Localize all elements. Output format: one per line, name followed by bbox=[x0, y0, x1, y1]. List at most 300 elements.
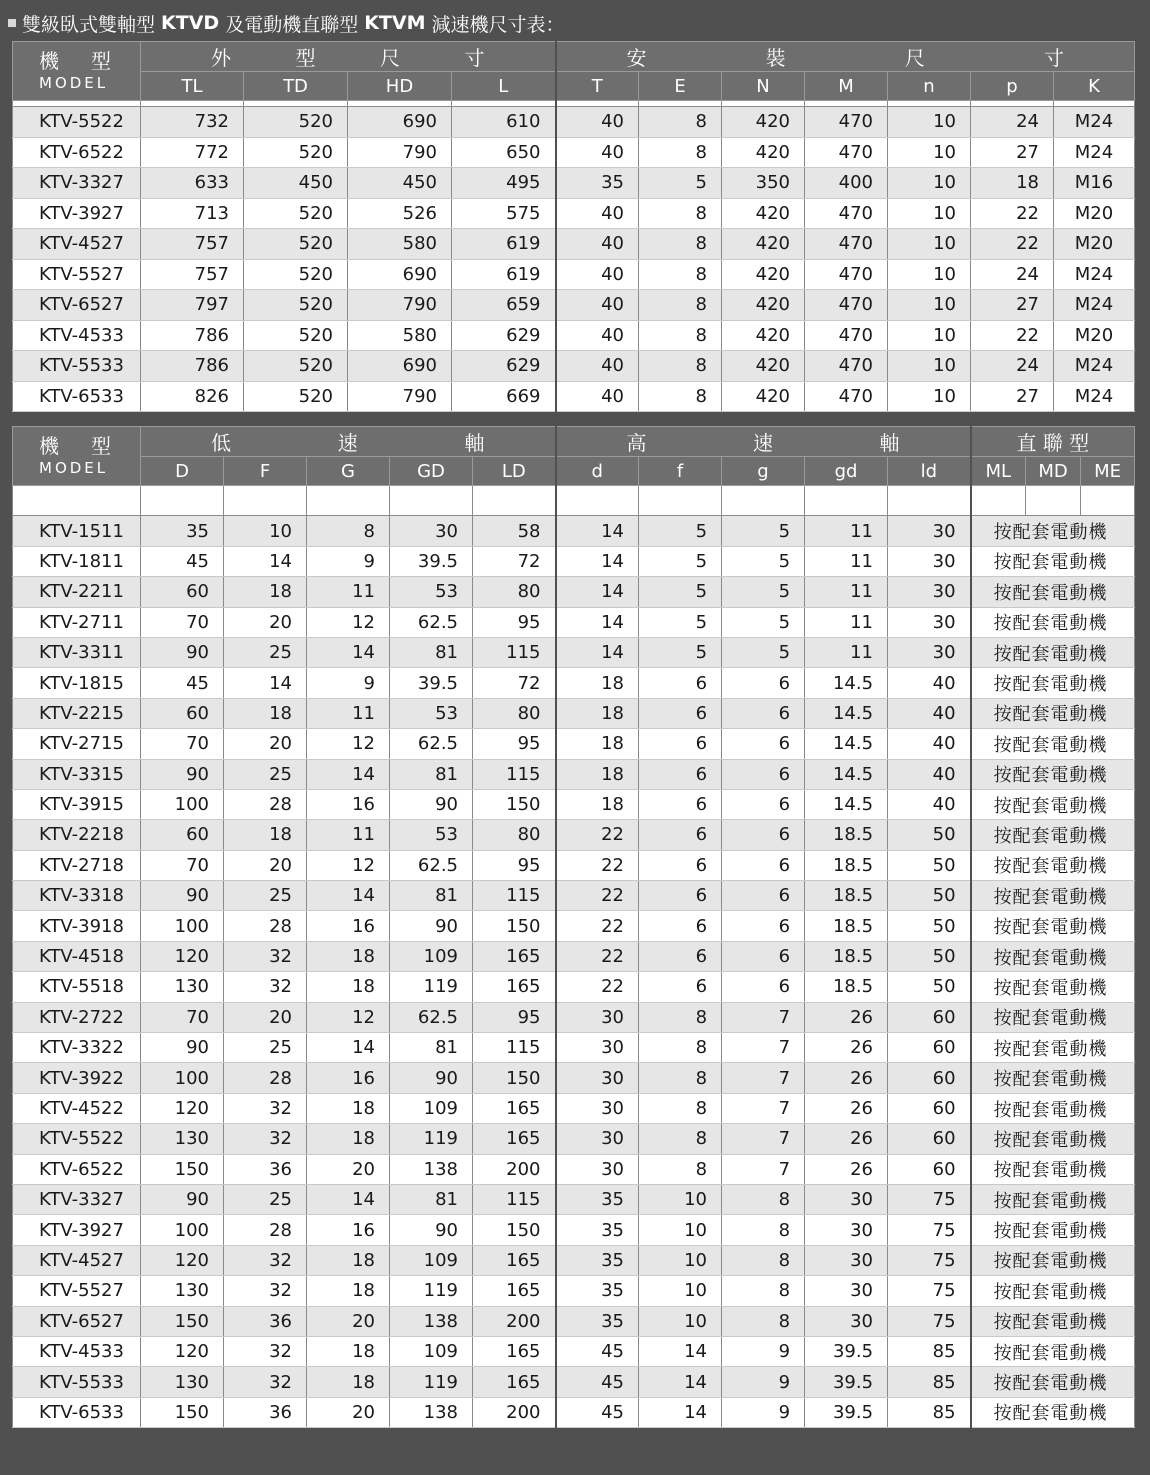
table-row bbox=[13, 1063, 1135, 1093]
value-cell: 14 bbox=[639, 1367, 722, 1397]
value-cell: 14 bbox=[307, 1033, 390, 1063]
model-cell: KTV-3311 bbox=[13, 637, 141, 667]
spacer-cell bbox=[971, 486, 1026, 516]
value-cell: 75 bbox=[888, 1245, 971, 1275]
value-cell: 495 bbox=[452, 168, 556, 199]
value-cell: 10 bbox=[888, 351, 971, 382]
value-cell: 53 bbox=[390, 698, 473, 728]
value-cell: 6 bbox=[722, 972, 805, 1002]
table-row bbox=[13, 1306, 1135, 1336]
value-cell: 40 bbox=[888, 789, 971, 819]
motor-note-cell: 按配套電動機 bbox=[971, 1063, 1135, 1093]
table-row bbox=[13, 1124, 1135, 1154]
value-cell: M20 bbox=[1054, 229, 1135, 260]
value-cell: 9 bbox=[722, 1397, 805, 1427]
table-row bbox=[13, 1276, 1135, 1306]
value-cell: 53 bbox=[390, 577, 473, 607]
value-cell: 826 bbox=[141, 381, 244, 412]
table-row bbox=[13, 941, 1135, 971]
value-cell: 8 bbox=[307, 516, 390, 546]
value-cell: 8 bbox=[639, 1002, 722, 1032]
value-cell: 115 bbox=[473, 1033, 556, 1063]
value-cell: 6 bbox=[639, 698, 722, 728]
model-header: 機 型 MODEL bbox=[13, 42, 141, 101]
value-cell: 20 bbox=[307, 1154, 390, 1184]
motor-note-cell: 按配套電動機 bbox=[971, 1154, 1135, 1184]
value-cell: 165 bbox=[473, 1336, 556, 1366]
value-cell: 130 bbox=[141, 1276, 224, 1306]
value-cell: 60 bbox=[888, 1093, 971, 1123]
value-cell: 18.5 bbox=[805, 941, 888, 971]
value-cell: 32 bbox=[224, 1367, 307, 1397]
value-cell: 14.5 bbox=[805, 789, 888, 819]
value-cell: 28 bbox=[224, 911, 307, 941]
value-cell: 200 bbox=[473, 1306, 556, 1336]
value-cell: 18 bbox=[556, 729, 639, 759]
value-cell: 420 bbox=[722, 351, 805, 382]
value-cell: 10 bbox=[888, 168, 971, 199]
model-cell: KTV-6533 bbox=[13, 381, 141, 412]
value-cell: 22 bbox=[556, 850, 639, 880]
value-cell: 100 bbox=[141, 789, 224, 819]
spacer-cell bbox=[13, 486, 141, 516]
table-row bbox=[13, 607, 1135, 637]
value-cell: 8 bbox=[639, 259, 722, 290]
value-cell: 14 bbox=[556, 516, 639, 546]
table-row bbox=[13, 107, 1135, 138]
value-cell: 690 bbox=[348, 259, 452, 290]
value-cell: 6 bbox=[639, 972, 722, 1002]
title-prefix: 雙級臥式雙軸型 bbox=[22, 13, 156, 36]
value-cell: 18 bbox=[307, 1245, 390, 1275]
value-cell: 18 bbox=[556, 668, 639, 698]
motor-note-cell: 按配套電動機 bbox=[971, 911, 1135, 941]
value-cell: 30 bbox=[888, 516, 971, 546]
title-mid: 及電動機直聯型 bbox=[225, 13, 359, 36]
model-cell: KTV-3915 bbox=[13, 789, 141, 819]
value-cell: 30 bbox=[556, 1002, 639, 1032]
value-cell: 72 bbox=[473, 668, 556, 698]
value-cell: 790 bbox=[348, 137, 452, 168]
value-cell: 14 bbox=[224, 546, 307, 576]
table-row bbox=[13, 381, 1135, 412]
value-cell: 713 bbox=[141, 198, 244, 229]
value-cell: 40 bbox=[556, 137, 639, 168]
motor-note-cell: 按配套電動機 bbox=[971, 1397, 1135, 1427]
value-cell: 14 bbox=[556, 607, 639, 637]
column-header-E: E bbox=[639, 72, 722, 101]
value-cell: 40 bbox=[888, 698, 971, 728]
column-header-M: M bbox=[805, 72, 888, 101]
model-cell: KTV-3318 bbox=[13, 881, 141, 911]
value-cell: 6 bbox=[639, 668, 722, 698]
value-cell: 18.5 bbox=[805, 911, 888, 941]
model-cell: KTV-6527 bbox=[13, 290, 141, 321]
value-cell: 39.5 bbox=[805, 1367, 888, 1397]
spacer-cell bbox=[390, 486, 473, 516]
value-cell: 520 bbox=[244, 259, 348, 290]
motor-note-cell: 按配套電動機 bbox=[971, 1245, 1135, 1275]
value-cell: M20 bbox=[1054, 320, 1135, 351]
value-cell: 30 bbox=[805, 1184, 888, 1214]
value-cell: 520 bbox=[244, 137, 348, 168]
value-cell: 95 bbox=[473, 729, 556, 759]
value-cell: 6 bbox=[639, 881, 722, 911]
value-cell: 60 bbox=[141, 698, 224, 728]
value-cell: 138 bbox=[390, 1154, 473, 1184]
value-cell: 40 bbox=[556, 229, 639, 260]
model-cell: KTV-2215 bbox=[13, 698, 141, 728]
header-spacer bbox=[13, 486, 1135, 516]
column-header-MD: MD bbox=[1026, 457, 1081, 486]
value-cell: 40 bbox=[888, 759, 971, 789]
model-cell: KTV-3322 bbox=[13, 1033, 141, 1063]
value-cell: M24 bbox=[1054, 107, 1135, 138]
model-cell: KTV-4533 bbox=[13, 1336, 141, 1366]
motor-note-cell: 按配套電動機 bbox=[971, 1306, 1135, 1336]
value-cell: 14.5 bbox=[805, 729, 888, 759]
column-header-ld: ld bbox=[888, 457, 971, 486]
value-cell: 95 bbox=[473, 850, 556, 880]
value-cell: 580 bbox=[348, 229, 452, 260]
value-cell: 120 bbox=[141, 1245, 224, 1275]
value-cell: 8 bbox=[639, 107, 722, 138]
value-cell: 400 bbox=[805, 168, 888, 199]
spacer-cell bbox=[556, 486, 639, 516]
value-cell: 200 bbox=[473, 1397, 556, 1427]
direct-coupled-header: 直 聯 型 bbox=[971, 427, 1135, 457]
value-cell: 85 bbox=[888, 1397, 971, 1427]
value-cell: 10 bbox=[888, 259, 971, 290]
value-cell: 22 bbox=[556, 911, 639, 941]
value-cell: 14 bbox=[556, 637, 639, 667]
value-cell: 10 bbox=[888, 290, 971, 321]
column-header-LD: LD bbox=[473, 457, 556, 486]
value-cell: 6 bbox=[639, 911, 722, 941]
outer-dimensions-header: 外 型 尺 寸 bbox=[141, 42, 556, 72]
table-row bbox=[13, 577, 1135, 607]
spacer-cell bbox=[1026, 486, 1081, 516]
value-cell: 786 bbox=[141, 320, 244, 351]
value-cell: 35 bbox=[141, 516, 224, 546]
table-row bbox=[13, 1397, 1135, 1427]
value-cell: 32 bbox=[224, 1336, 307, 1366]
table-row bbox=[13, 972, 1135, 1002]
value-cell: 690 bbox=[348, 107, 452, 138]
spacer-cell bbox=[1081, 486, 1135, 516]
value-cell: 165 bbox=[473, 1093, 556, 1123]
value-cell: 619 bbox=[452, 229, 556, 260]
value-cell: 26 bbox=[805, 1063, 888, 1093]
value-cell: 81 bbox=[390, 881, 473, 911]
value-cell: 130 bbox=[141, 972, 224, 1002]
value-cell: 7 bbox=[722, 1002, 805, 1032]
model-cell: KTV-6527 bbox=[13, 1306, 141, 1336]
value-cell: 20 bbox=[224, 1002, 307, 1032]
table-row bbox=[13, 1367, 1135, 1397]
column-header-GD: GD bbox=[390, 457, 473, 486]
value-cell: 6 bbox=[722, 759, 805, 789]
value-cell: 25 bbox=[224, 881, 307, 911]
table-row bbox=[13, 290, 1135, 321]
value-cell: 5 bbox=[722, 607, 805, 637]
value-cell: 14 bbox=[307, 637, 390, 667]
value-cell: 22 bbox=[971, 320, 1054, 351]
value-cell: 520 bbox=[244, 320, 348, 351]
value-cell: 90 bbox=[390, 1063, 473, 1093]
value-cell: 30 bbox=[805, 1215, 888, 1245]
value-cell: 150 bbox=[141, 1154, 224, 1184]
value-cell: 520 bbox=[244, 198, 348, 229]
value-cell: 26 bbox=[805, 1154, 888, 1184]
value-cell: 5 bbox=[722, 637, 805, 667]
value-cell: 119 bbox=[390, 1276, 473, 1306]
value-cell: 10 bbox=[639, 1245, 722, 1275]
value-cell: 45 bbox=[141, 546, 224, 576]
motor-note-cell: 按配套電動機 bbox=[971, 1367, 1135, 1397]
value-cell: 39.5 bbox=[390, 668, 473, 698]
model-cell: KTV-1511 bbox=[13, 516, 141, 546]
value-cell: 650 bbox=[452, 137, 556, 168]
value-cell: 22 bbox=[971, 229, 1054, 260]
shaft-table bbox=[12, 426, 1135, 1428]
value-cell: 119 bbox=[390, 1367, 473, 1397]
column-header-g: g bbox=[722, 457, 805, 486]
value-cell: 8 bbox=[639, 381, 722, 412]
value-cell: 470 bbox=[805, 137, 888, 168]
value-cell: 470 bbox=[805, 351, 888, 382]
value-cell: 420 bbox=[722, 107, 805, 138]
value-cell: 772 bbox=[141, 137, 244, 168]
value-cell: 11 bbox=[805, 637, 888, 667]
value-cell: 39.5 bbox=[390, 546, 473, 576]
value-cell: 10 bbox=[888, 229, 971, 260]
column-header-TL: TL bbox=[141, 72, 244, 101]
value-cell: 32 bbox=[224, 941, 307, 971]
value-cell: 120 bbox=[141, 1093, 224, 1123]
value-cell: 11 bbox=[307, 820, 390, 850]
motor-note-cell: 按配套電動機 bbox=[971, 1336, 1135, 1366]
value-cell: 8 bbox=[639, 137, 722, 168]
motor-note-cell: 按配套電動機 bbox=[971, 577, 1135, 607]
value-cell: 81 bbox=[390, 759, 473, 789]
value-cell: 520 bbox=[244, 290, 348, 321]
value-cell: 797 bbox=[141, 290, 244, 321]
value-cell: 40 bbox=[888, 729, 971, 759]
value-cell: 138 bbox=[390, 1397, 473, 1427]
value-cell: 32 bbox=[224, 1124, 307, 1154]
value-cell: 39.5 bbox=[805, 1336, 888, 1366]
value-cell: 757 bbox=[141, 229, 244, 260]
motor-note-cell: 按配套電動機 bbox=[971, 1033, 1135, 1063]
value-cell: 119 bbox=[390, 1124, 473, 1154]
value-cell: 62.5 bbox=[390, 1002, 473, 1032]
value-cell: 120 bbox=[141, 941, 224, 971]
value-cell: 420 bbox=[722, 381, 805, 412]
value-cell: 6 bbox=[639, 759, 722, 789]
value-cell: 16 bbox=[307, 1215, 390, 1245]
value-cell: 14 bbox=[307, 759, 390, 789]
value-cell: 28 bbox=[224, 1063, 307, 1093]
motor-note-cell: 按配套電動機 bbox=[971, 729, 1135, 759]
value-cell: 90 bbox=[141, 637, 224, 667]
value-cell: 25 bbox=[224, 1184, 307, 1214]
value-cell: 6 bbox=[722, 820, 805, 850]
value-cell: 22 bbox=[556, 972, 639, 1002]
value-cell: 165 bbox=[473, 972, 556, 1002]
model-cell: KTV-6522 bbox=[13, 1154, 141, 1184]
value-cell: 5 bbox=[639, 516, 722, 546]
value-cell: 30 bbox=[556, 1063, 639, 1093]
value-cell: 10 bbox=[639, 1184, 722, 1214]
motor-note-cell: 按配套電動機 bbox=[971, 637, 1135, 667]
value-cell: 20 bbox=[307, 1397, 390, 1427]
table-row bbox=[13, 698, 1135, 728]
value-cell: 40 bbox=[888, 668, 971, 698]
value-cell: 11 bbox=[805, 546, 888, 576]
value-cell: 18 bbox=[307, 1093, 390, 1123]
value-cell: 60 bbox=[888, 1033, 971, 1063]
value-cell: 150 bbox=[141, 1306, 224, 1336]
spacer-cell bbox=[141, 486, 224, 516]
value-cell: 27 bbox=[971, 137, 1054, 168]
column-header-ML: ML bbox=[971, 457, 1026, 486]
value-cell: 81 bbox=[390, 1184, 473, 1214]
value-cell: 90 bbox=[141, 1184, 224, 1214]
value-cell: 165 bbox=[473, 1245, 556, 1275]
column-header-TD: TD bbox=[244, 72, 348, 101]
value-cell: 14 bbox=[307, 1184, 390, 1214]
value-cell: 100 bbox=[141, 1215, 224, 1245]
value-cell: 60 bbox=[888, 1002, 971, 1032]
value-cell: 14 bbox=[639, 1397, 722, 1427]
value-cell: 81 bbox=[390, 637, 473, 667]
value-cell: 8 bbox=[639, 1154, 722, 1184]
value-cell: 109 bbox=[390, 1093, 473, 1123]
spacer-cell bbox=[888, 486, 971, 516]
value-cell: M16 bbox=[1054, 168, 1135, 199]
value-cell: 130 bbox=[141, 1367, 224, 1397]
value-cell: 200 bbox=[473, 1154, 556, 1184]
value-cell: 629 bbox=[452, 320, 556, 351]
value-cell: 470 bbox=[805, 290, 888, 321]
value-cell: 40 bbox=[556, 381, 639, 412]
value-cell: 25 bbox=[224, 759, 307, 789]
value-cell: 12 bbox=[307, 729, 390, 759]
value-cell: 90 bbox=[141, 1033, 224, 1063]
value-cell: 22 bbox=[971, 198, 1054, 229]
value-cell: 60 bbox=[888, 1124, 971, 1154]
value-cell: 75 bbox=[888, 1184, 971, 1214]
value-cell: 520 bbox=[244, 229, 348, 260]
value-cell: 14.5 bbox=[805, 698, 888, 728]
value-cell: 35 bbox=[556, 1276, 639, 1306]
value-cell: 45 bbox=[556, 1336, 639, 1366]
value-cell: 26 bbox=[805, 1093, 888, 1123]
model-cell: KTV-5533 bbox=[13, 1367, 141, 1397]
value-cell: 12 bbox=[307, 1002, 390, 1032]
value-cell: 14.5 bbox=[805, 668, 888, 698]
value-cell: 11 bbox=[805, 516, 888, 546]
value-cell: 20 bbox=[307, 1306, 390, 1336]
value-cell: 50 bbox=[888, 820, 971, 850]
value-cell: 70 bbox=[141, 607, 224, 637]
value-cell: 90 bbox=[141, 759, 224, 789]
value-cell: 50 bbox=[888, 941, 971, 971]
model-cell: KTV-1811 bbox=[13, 546, 141, 576]
value-cell: 150 bbox=[473, 1215, 556, 1245]
table-row bbox=[13, 729, 1135, 759]
table-row bbox=[13, 320, 1135, 351]
table-row bbox=[13, 168, 1135, 199]
value-cell: 50 bbox=[888, 850, 971, 880]
value-cell: 30 bbox=[805, 1276, 888, 1306]
value-cell: 9 bbox=[722, 1336, 805, 1366]
value-cell: 16 bbox=[307, 789, 390, 819]
value-cell: 6 bbox=[639, 820, 722, 850]
value-cell: 16 bbox=[307, 1063, 390, 1093]
value-cell: 12 bbox=[307, 607, 390, 637]
table-row bbox=[13, 820, 1135, 850]
spacer-cell bbox=[722, 486, 805, 516]
value-cell: 619 bbox=[452, 259, 556, 290]
value-cell: 18 bbox=[307, 1367, 390, 1397]
table-row bbox=[13, 259, 1135, 290]
value-cell: 45 bbox=[141, 668, 224, 698]
value-cell: 30 bbox=[888, 577, 971, 607]
value-cell: 20 bbox=[224, 850, 307, 880]
value-cell: 420 bbox=[722, 320, 805, 351]
value-cell: 14 bbox=[224, 668, 307, 698]
model-cell: KTV-1815 bbox=[13, 668, 141, 698]
value-cell: 30 bbox=[390, 516, 473, 546]
value-cell: 35 bbox=[556, 1245, 639, 1275]
column-header-G: G bbox=[307, 457, 390, 486]
table-row bbox=[13, 850, 1135, 880]
value-cell: 18.5 bbox=[805, 820, 888, 850]
value-cell: 30 bbox=[888, 607, 971, 637]
value-cell: 40 bbox=[556, 320, 639, 351]
value-cell: 30 bbox=[556, 1033, 639, 1063]
value-cell: 30 bbox=[556, 1093, 639, 1123]
value-cell: 10 bbox=[888, 107, 971, 138]
value-cell: 8 bbox=[639, 1033, 722, 1063]
value-cell: 120 bbox=[141, 1336, 224, 1366]
value-cell: 7 bbox=[722, 1033, 805, 1063]
value-cell: 5 bbox=[639, 577, 722, 607]
value-cell: 109 bbox=[390, 1245, 473, 1275]
model-cell: KTV-3927 bbox=[13, 198, 141, 229]
value-cell: 18 bbox=[556, 789, 639, 819]
model-cell: KTV-4518 bbox=[13, 941, 141, 971]
value-cell: 36 bbox=[224, 1154, 307, 1184]
model-cell: KTV-5522 bbox=[13, 1124, 141, 1154]
value-cell: 14 bbox=[556, 577, 639, 607]
value-cell: 7 bbox=[722, 1154, 805, 1184]
value-cell: 8 bbox=[639, 320, 722, 351]
table-row bbox=[13, 637, 1135, 667]
value-cell: 35 bbox=[556, 1184, 639, 1214]
value-cell: 11 bbox=[307, 577, 390, 607]
value-cell: 150 bbox=[473, 1063, 556, 1093]
value-cell: 450 bbox=[244, 168, 348, 199]
value-cell: 420 bbox=[722, 290, 805, 321]
value-cell: 30 bbox=[556, 1154, 639, 1184]
value-cell: 470 bbox=[805, 229, 888, 260]
model-cell: KTV-3918 bbox=[13, 911, 141, 941]
value-cell: 7 bbox=[722, 1063, 805, 1093]
table-row bbox=[13, 668, 1135, 698]
